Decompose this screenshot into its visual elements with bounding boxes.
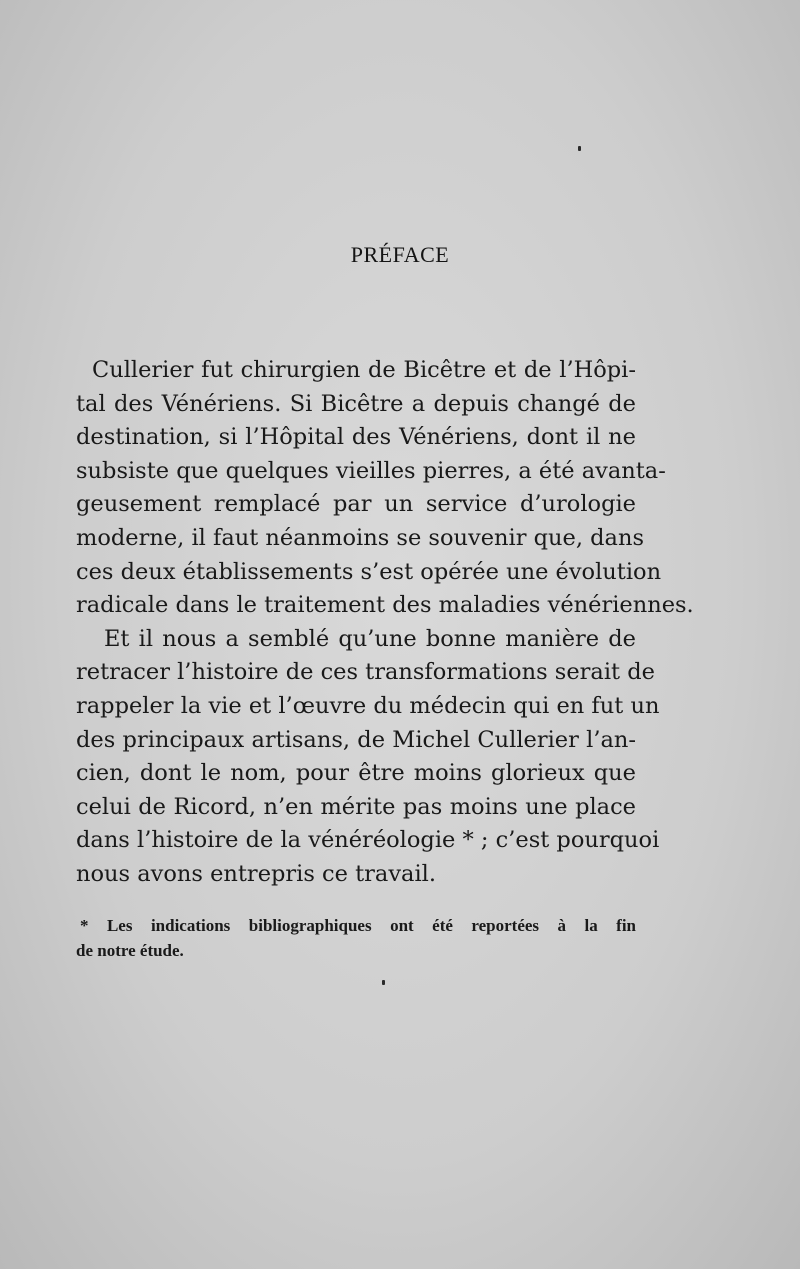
footnote-line: de notre étude. (76, 941, 184, 960)
paragraph-2 (76, 623, 660, 892)
text-line: Cullerier fut chirurgien de Bicêtre et de l’Hôpi- (92, 357, 636, 383)
preface-body (76, 354, 694, 892)
bleed-through-text (150, 88, 610, 141)
text-line: des principaux artisans, de Michel Cullerier l’an- (76, 726, 636, 753)
text-line: celui de Ricord, n’en mérite pas moins une place (76, 793, 636, 820)
text-line: destination, si l’Hôpital des Vénériens, dont il ne (76, 424, 636, 451)
text-line: geusement remplacé par un service d’urologie (76, 491, 636, 518)
ink-speck (578, 146, 581, 151)
text-line: moderne, il faut néanmoins se souvenir que, dans (76, 524, 645, 551)
text-line: radicale dans le traitement des maladies vénériennes. (76, 592, 694, 619)
text-line: cien, dont le nom, pour être moins glorieux que (76, 760, 636, 787)
text-line: ces deux établissements s’est opérée une évolution (76, 558, 662, 585)
paragraph-1 (76, 354, 694, 623)
text-line: subsiste que quelques vieilles pierres, a été avanta- (76, 457, 666, 484)
text-line: rappeler la vie et l’œuvre du médecin qui en fut un (76, 692, 660, 719)
text-line: tal des Vénériens. Si Bicêtre a depuis changé de (76, 390, 636, 417)
footnote-line: * Les indications bibliographiques ont été reportées à la fin (80, 916, 636, 935)
footnote (76, 913, 636, 963)
page-title: PRÉFACE (350, 242, 450, 267)
text-line: Et il nous a semblé qu’une bonne manière de (104, 625, 636, 652)
text-line: retracer l’histoire de ces transformations serait de (76, 659, 655, 686)
ink-speck (382, 980, 385, 985)
text-line: nous avons entrepris ce travail. (76, 860, 437, 887)
text-line: dans l’histoire de la vénéréologie * ; c’est pourquoi (76, 827, 660, 854)
